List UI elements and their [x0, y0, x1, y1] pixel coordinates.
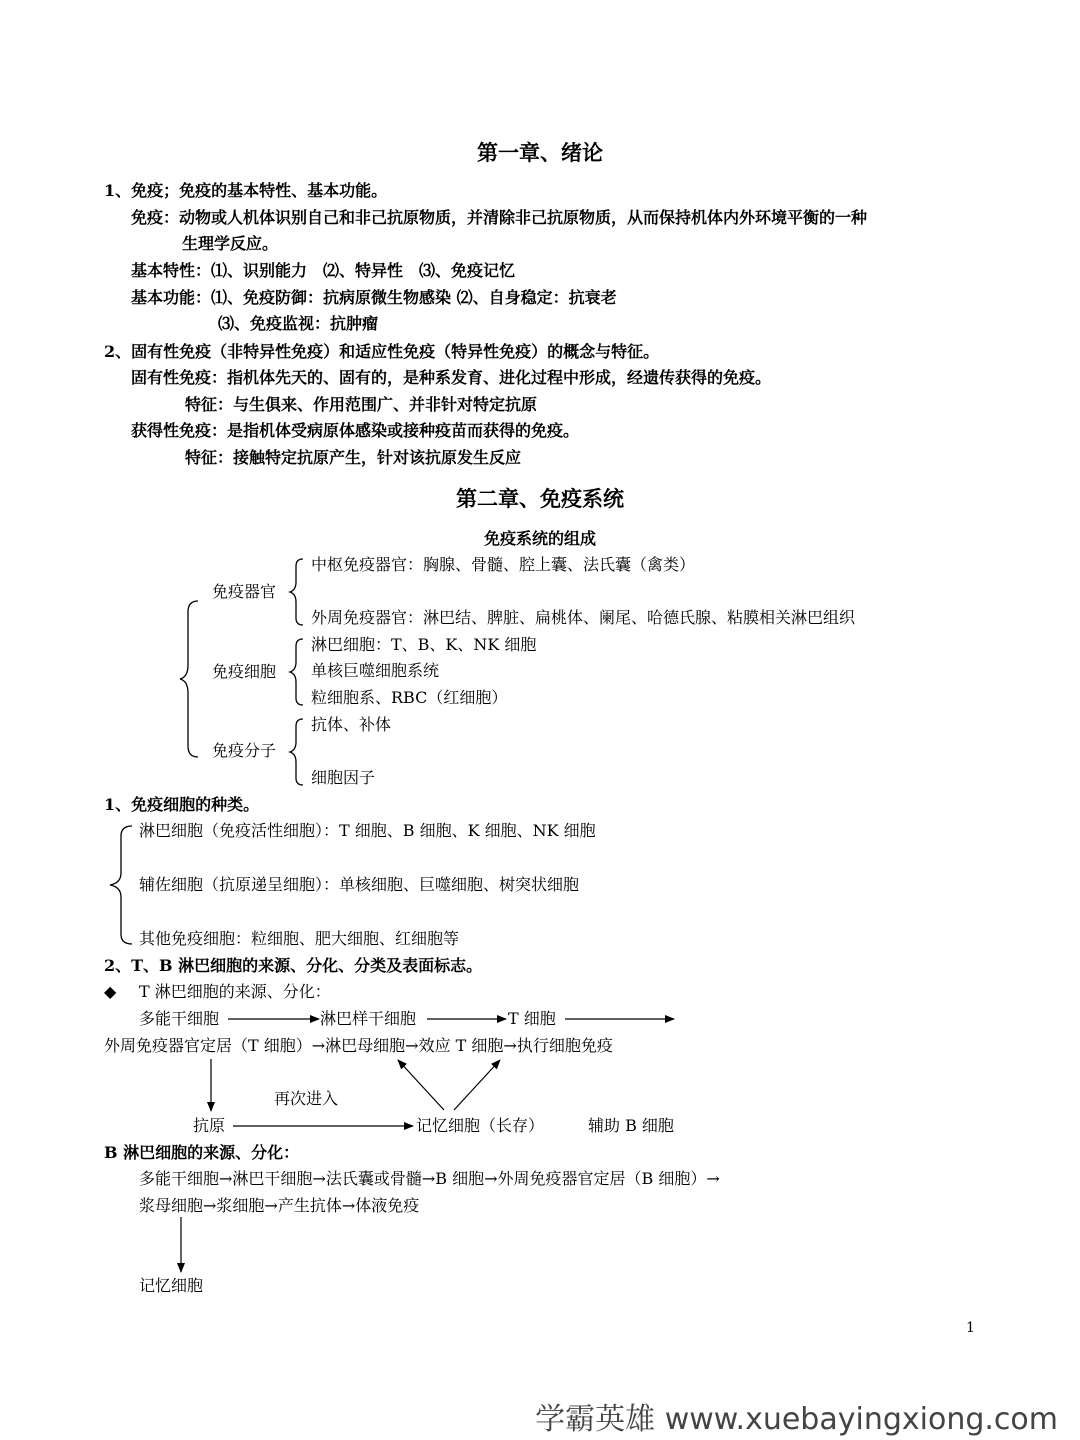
helper-b-cell-node: 辅助 B 细胞 [588, 1116, 674, 1135]
t-pluripotent-stem-cell: 多能干细胞 [139, 1009, 220, 1028]
question-tb-lymphocyte: 2、T、B 淋巴细胞的来源、分化、分类及表面标志。 [104, 956, 483, 975]
basic-functions-line2: ⑶、免疫监视：抗肿瘤 [218, 314, 379, 333]
antibody-complement-item: 抗体、补体 [311, 715, 392, 734]
arrow-memory-to-blast [398, 1060, 444, 1110]
lymphocyte-item: 淋巴细胞：T、B、K、NK 细胞 [311, 635, 537, 654]
basic-traits: 基本特性：⑴、识别能力 ⑵、特异性 ⑶、免疫记忆 [131, 261, 516, 280]
innate-immunity-definition: 固有性免疫：指机体先天的、固有的，是种系发育、进化过程中形成，经遗传获得的免疫。 [131, 368, 772, 387]
outer-brace [180, 601, 198, 757]
immune-molecule-label: 免疫分子 [212, 741, 277, 760]
chapter-2-title: 第二章、免疫系统 [456, 486, 624, 511]
central-immune-organ: 中枢免疫器官：胸腺、骨髓、腔上囊、法氏囊（禽类） [311, 555, 696, 574]
cell-types-brace [110, 826, 132, 944]
cell-type-lymphocyte: 淋巴细胞（免疫活性细胞）：T 细胞、B 细胞、K 细胞、NK 细胞 [139, 821, 596, 840]
arrow-memory-to-effector [454, 1060, 500, 1110]
memory-cell-node: 记忆细胞（长存） [416, 1116, 545, 1135]
b-cell-origin-heading: B 淋巴细胞的来源、分化： [104, 1143, 300, 1162]
question-innate-adaptive: 2、固有性免疫（非特异性免疫）和适应性免疫（特异性免疫）的概念与特征。 [104, 342, 660, 361]
t-cell-origin-heading: T 淋巴细胞的来源、分化： [139, 982, 331, 1001]
peripheral-immune-organ: 外周免疫器官：淋巴结、脾脏、扁桃体、阑尾、哈德氏腺、粘膜相关淋巴组织 [311, 608, 856, 627]
cell-type-other: 其他免疫细胞：粒细胞、肥大细胞、红细胞等 [139, 929, 460, 948]
t-cell-node: T 细胞 [508, 1009, 556, 1028]
immune-cell-label: 免疫细胞 [212, 662, 277, 681]
b-memory-cell-node: 记忆细胞 [139, 1276, 204, 1295]
basic-functions-line1: 基本功能：⑴、免疫防御：抗病原微生物感染 ⑵、自身稳定：抗衰老 [131, 288, 617, 307]
question-immunity: 1、免疫；免疫的基本特性、基本功能。 [104, 181, 388, 200]
innate-immunity-features: 特征：与生俱来、作用范围广、并非针对特定抗原 [185, 395, 538, 414]
molecule-brace [290, 719, 303, 785]
chapter-1-title: 第一章、绪论 [477, 140, 603, 165]
cell-brace [290, 639, 303, 705]
immunity-definition-line1: 免疫：动物或人机体识别自己和非己抗原物质，并清除非己抗原物质，从而保持机体内外环境平衡的一种 [131, 208, 868, 227]
immune-organ-label: 免疫器官 [212, 582, 277, 601]
watermark: 学霸英雄 www.xuebayingxiong.com [535, 1402, 1058, 1437]
cytokine-item: 细胞因子 [311, 768, 376, 787]
mononuclear-phagocyte-item: 单核巨噬细胞系统 [311, 661, 440, 680]
b-cell-differentiation-line2: 浆母细胞→浆细胞→产生抗体→体液免疫 [139, 1196, 420, 1215]
immunity-definition-line2: 生理学反应。 [182, 234, 279, 253]
acquired-immunity-definition: 获得性免疫：是指机体受病原体感染或接种疫苗而获得的免疫。 [131, 421, 580, 440]
antigen-node: 抗原 [193, 1116, 226, 1135]
page-number: 1 [966, 1320, 975, 1336]
t-cell-differentiation-line: 外周免疫器官定居（T 细胞）→淋巴母细胞→效应 T 细胞→执行细胞免疫 [104, 1036, 613, 1055]
question-cell-types: 1、免疫细胞的种类。 [104, 795, 260, 814]
immune-system-subtitle: 免疫系统的组成 [483, 529, 596, 548]
organ-brace [290, 559, 303, 625]
diamond-bullet-icon: ◆ [104, 982, 117, 1001]
t-lymphoid-stem-cell: 淋巴样干细胞 [320, 1009, 417, 1028]
granulocyte-item: 粒细胞系、RBC（红细胞） [311, 688, 508, 707]
cell-type-accessory: 辅佐细胞（抗原递呈细胞）：单核细胞、巨噬细胞、树突状细胞 [139, 875, 580, 894]
b-cell-differentiation-line1: 多能干细胞→淋巴干细胞→法氏囊或骨髓→B 细胞→外周免疫器官定居（B 细胞）→ [139, 1169, 720, 1188]
acquired-immunity-features: 特征：接触特定抗原产生，针对该抗原发生反应 [185, 448, 522, 467]
re-entry-label: 再次进入 [274, 1089, 339, 1108]
